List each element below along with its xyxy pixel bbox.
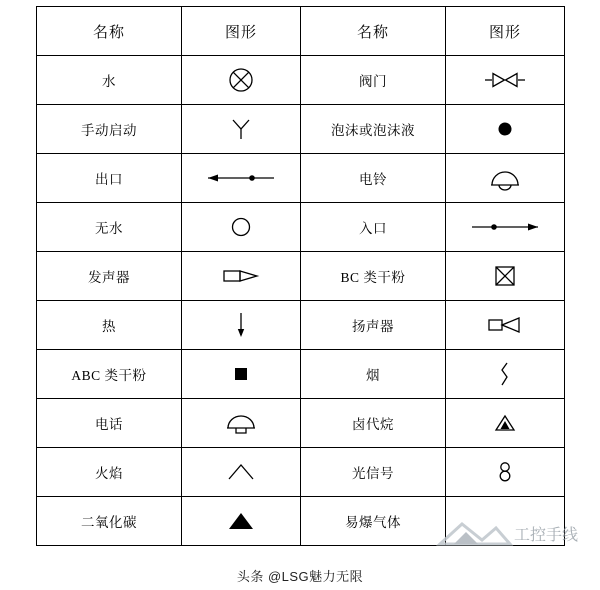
row-symbol	[182, 252, 301, 301]
filled-square-icon	[183, 351, 299, 397]
row-symbol	[446, 203, 565, 252]
exit-arrow-left-icon	[183, 155, 299, 201]
row-symbol	[446, 301, 565, 350]
blank-icon	[447, 498, 563, 544]
row-symbol	[446, 399, 565, 448]
row-name: 扬声器	[301, 301, 446, 350]
row-symbol	[182, 105, 301, 154]
footer-credit: 头条 @LSG魅力无限	[236, 569, 364, 584]
row-symbol	[446, 252, 565, 301]
row-symbol	[182, 350, 301, 399]
table-header-row	[37, 7, 565, 56]
table-row	[37, 448, 565, 497]
table-row	[37, 497, 565, 546]
row-symbol	[446, 154, 565, 203]
manual-start-y-icon	[183, 106, 299, 152]
row-name: BC 类干粉	[301, 252, 446, 301]
filled-triangle-icon	[183, 498, 299, 544]
empty-circle-icon	[183, 204, 299, 250]
symbol-table-container	[36, 6, 564, 546]
fire-symbol-table	[36, 6, 565, 546]
row-name: 水	[37, 56, 182, 105]
row-symbol	[182, 399, 301, 448]
row-name: 烟	[301, 350, 446, 399]
row-symbol	[446, 448, 565, 497]
header-name-right: 名称	[301, 7, 446, 56]
table-row	[37, 350, 565, 399]
row-symbol	[446, 105, 565, 154]
row-name: 光信号	[301, 448, 446, 497]
row-symbol	[182, 497, 301, 546]
table-row	[37, 203, 565, 252]
row-name: 易爆气体	[301, 497, 446, 546]
row-symbol	[182, 203, 301, 252]
row-name: 电话	[37, 399, 182, 448]
row-symbol	[446, 497, 565, 546]
row-name: 阀门	[301, 56, 446, 105]
row-symbol	[446, 350, 565, 399]
row-name: 入口	[301, 203, 446, 252]
smoke-zigzag-icon	[447, 351, 563, 397]
row-symbol	[182, 56, 301, 105]
table-row	[37, 105, 565, 154]
table-row	[37, 252, 565, 301]
row-symbol	[182, 154, 301, 203]
table-row	[37, 399, 565, 448]
row-symbol	[182, 301, 301, 350]
row-name: 手动启动	[37, 105, 182, 154]
row-name: 电铃	[301, 154, 446, 203]
header-symbol-left: 图形	[182, 7, 301, 56]
filled-dot-icon	[447, 106, 563, 152]
row-symbol	[446, 56, 565, 105]
table-row	[37, 301, 565, 350]
row-name: 泡沫或泡沫液	[301, 105, 446, 154]
row-name: 火焰	[37, 448, 182, 497]
flame-caret-icon	[183, 449, 299, 495]
row-name: 卤代烷	[301, 399, 446, 448]
circle-x-icon	[183, 57, 299, 103]
watermark-text: 工控手线	[514, 527, 579, 544]
table-row	[37, 56, 565, 105]
valve-bowtie-icon	[447, 57, 563, 103]
row-name: 热	[37, 301, 182, 350]
loudspeaker-icon	[447, 302, 563, 348]
telephone-icon	[183, 400, 299, 446]
light-signal-8-icon	[447, 449, 563, 495]
row-symbol	[182, 448, 301, 497]
bell-icon	[447, 155, 563, 201]
header-symbol-right: 图形	[446, 7, 565, 56]
header-name-left: 名称	[37, 7, 182, 56]
entry-arrow-right-icon	[447, 204, 563, 250]
triangle-warning-icon	[447, 400, 563, 446]
sounder-horn-icon	[183, 253, 299, 299]
square-x-icon	[447, 253, 563, 299]
row-name: 发声器	[37, 252, 182, 301]
down-arrow-icon	[183, 302, 299, 348]
row-name: 无水	[37, 203, 182, 252]
row-name: 二氧化碳	[37, 497, 182, 546]
row-name: 出口	[37, 154, 182, 203]
table-row	[37, 154, 565, 203]
row-name: ABC 类干粉	[37, 350, 182, 399]
